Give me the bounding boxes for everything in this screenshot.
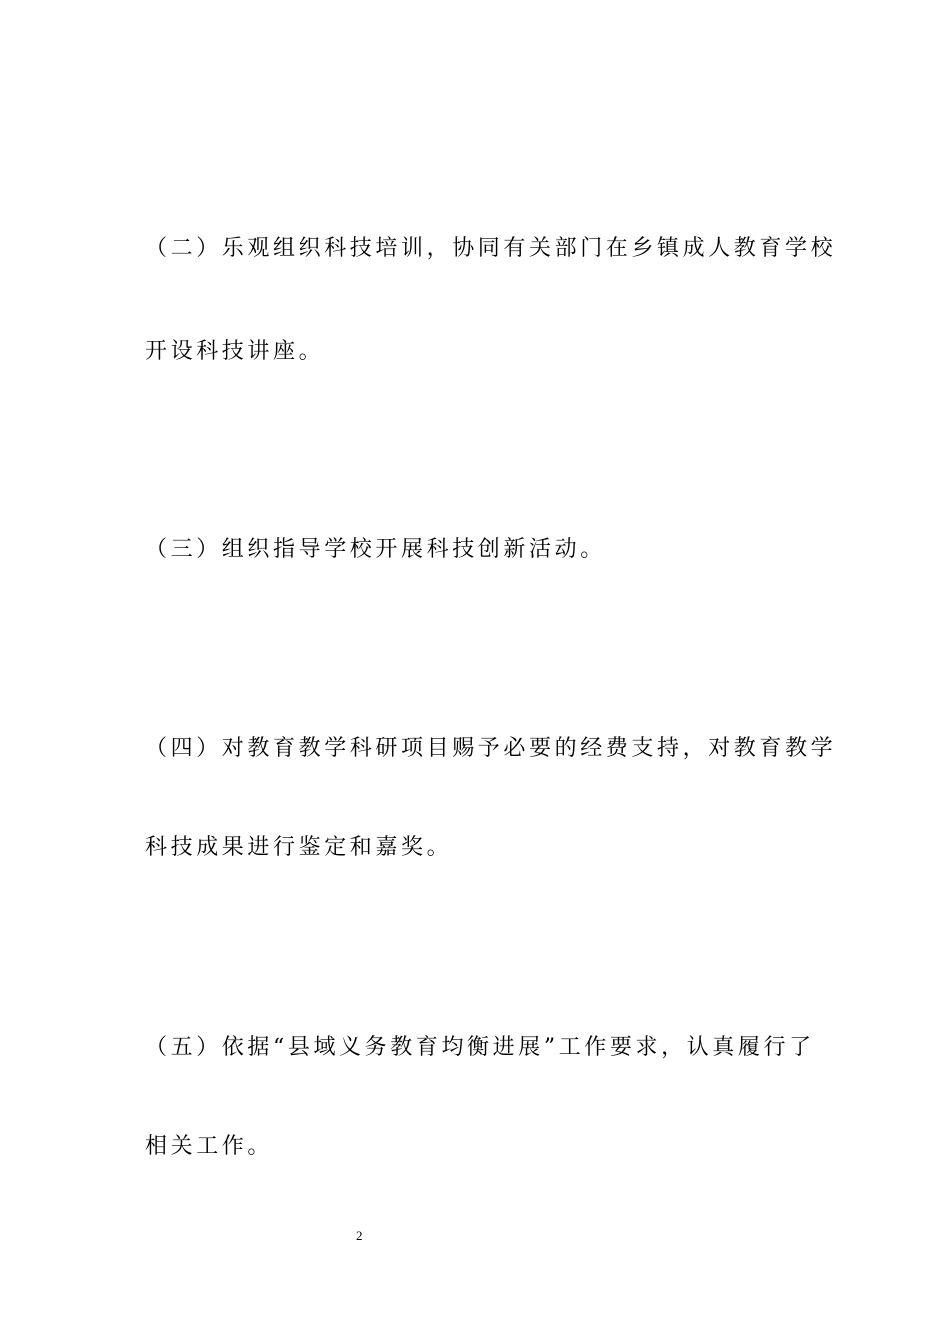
paragraph-5-line-1: （五）依据“县域义务教育均衡进展”工作要求，认真履行了 — [145, 1035, 815, 1060]
page-number: 2 — [356, 1228, 363, 1243]
paragraph-4-line-2: 科技成果进行鉴定和嘉奖。 — [145, 835, 453, 860]
paragraph-2-line-1: （二）乐观组织科技培训，协同有关部门在乡镇成人教育学校 — [145, 236, 837, 261]
paragraph-4-line-1: （四）对教育教学科研项目赐予必要的经费支持，对教育教学 — [145, 736, 837, 761]
paragraph-3-line-1: （三）组织指导学校开展科技创新活动。 — [145, 537, 606, 562]
paragraph-2-line-2: 开设科技讲座。 — [145, 339, 325, 364]
paragraph-5-line-2: 相关工作。 — [145, 1134, 274, 1159]
